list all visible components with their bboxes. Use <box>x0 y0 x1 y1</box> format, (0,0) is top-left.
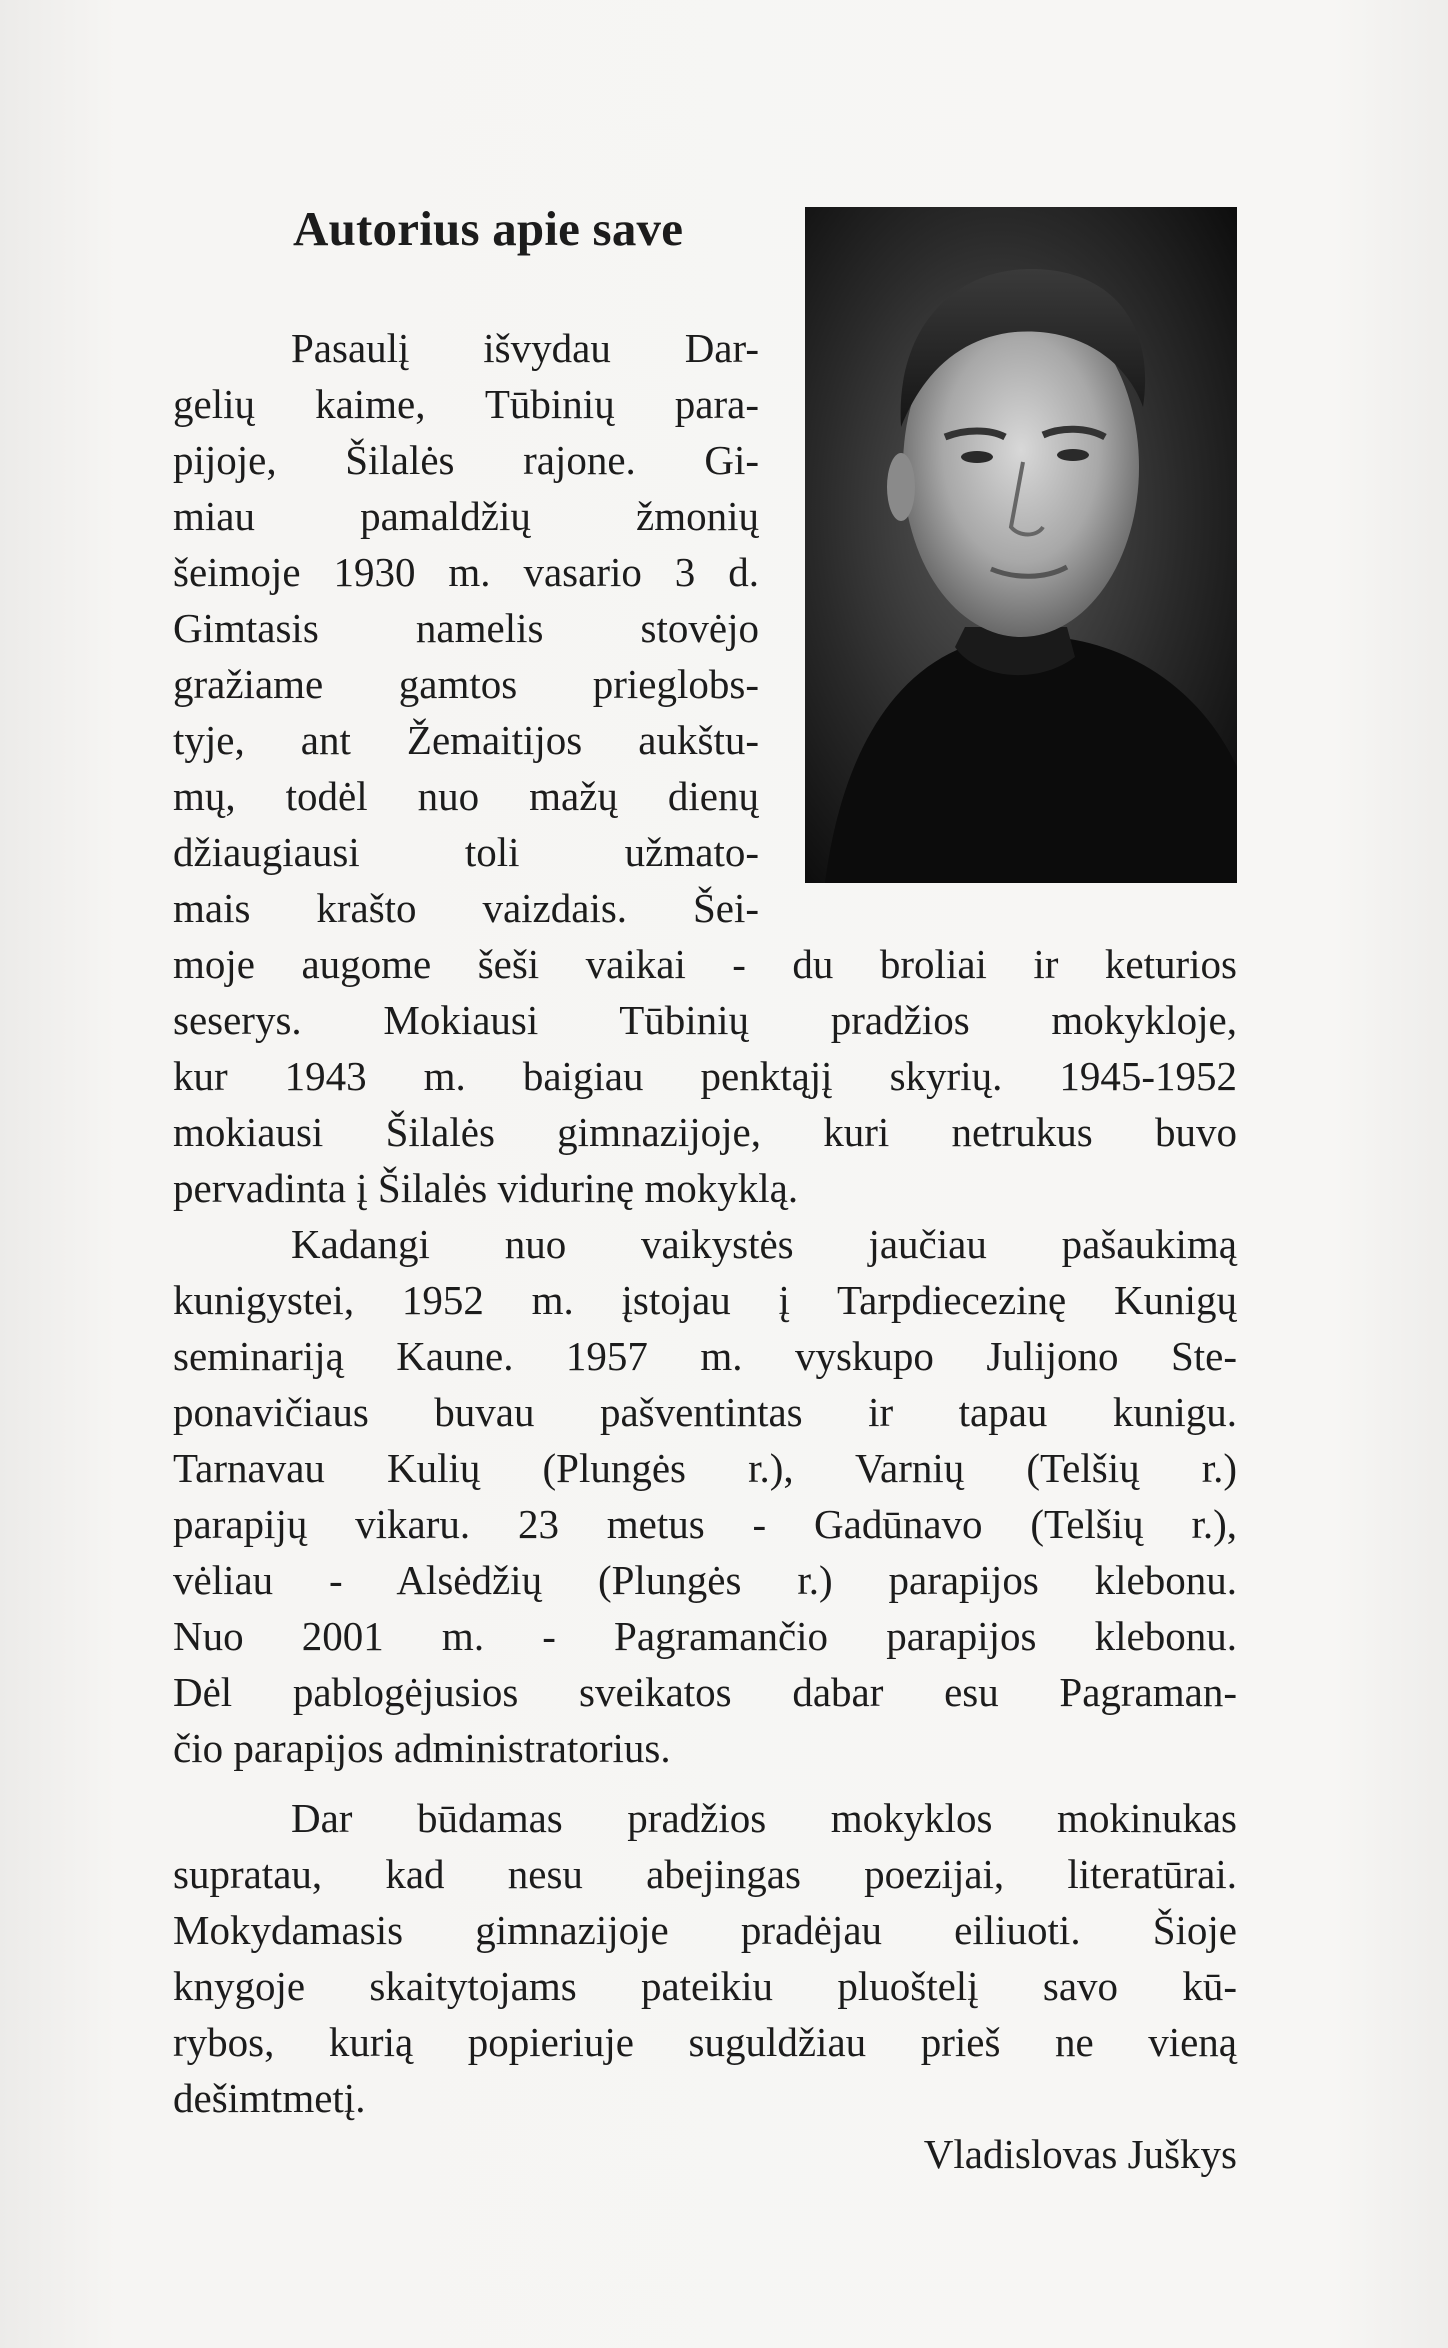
text-line: džiaugiausi toli užmato- <box>173 829 759 875</box>
text-line: mų, todėl nuo mažų dienų <box>173 773 759 819</box>
text-line: parapijų vikaru. 23 metus - Gadūnavo (Telšių r.), <box>173 1501 1237 1547</box>
text-line: miau pamaldžių žmonių <box>173 493 759 539</box>
text-line: Dar būdamas pradžios mokyklos mokinukas <box>291 1795 1237 1841</box>
text-line: Tarnavau Kulių (Plungės r.), Varnių (Telšių r.) <box>173 1445 1237 1491</box>
text-line: Nuo 2001 m. - Pagramančio parapijos klebonu. <box>173 1613 1237 1659</box>
text-line: čio parapijos administratorius. <box>173 1725 671 1771</box>
text-line: šeimoje 1930 m. vasario 3 d. <box>173 549 759 595</box>
author-signature: Vladislovas Juškys <box>923 2131 1237 2177</box>
text-line: mokiausi Šilalės gimnazijoje, kuri netrukus buvo <box>173 1109 1237 1155</box>
text-line: rybos, kurią popieriuje suguldžiau prieš ne vieną <box>173 2019 1237 2065</box>
page-title: Autorius apie save <box>293 201 684 256</box>
text-line: knygoje skaitytojams pateikiu pluoštelį savo kū- <box>173 1963 1237 2009</box>
text-line: tyje, ant Žemaitijos aukštu- <box>173 717 759 763</box>
text-line: Mokydamasis gimnazijoje pradėjau eiliuoti. Šioje <box>173 1907 1237 1953</box>
portrait-graphic <box>805 207 1237 883</box>
text-line: moje augome šeši vaikai - du broliai ir keturios <box>173 941 1237 987</box>
text-line: gelių kaime, Tūbinių para- <box>173 381 759 427</box>
author-portrait <box>805 207 1237 883</box>
text-line: kunigystei, 1952 m. įstojau į Tarpdiecezinę Kunigų <box>173 1277 1237 1323</box>
text-line: Gimtasis namelis stovėjo <box>173 605 759 651</box>
text-line: vėliau - Alsėdžių (Plungės r.) parapijos klebonu. <box>173 1557 1237 1603</box>
text-line: Kadangi nuo vaikystės jaučiau pašaukimą <box>291 1221 1237 1267</box>
text-line: mais krašto vaizdais. Šei- <box>173 885 759 931</box>
text-line: ponavičiaus buvau pašventintas ir tapau kunigu. <box>173 1389 1237 1435</box>
text-line: supratau, kad nesu abejingas poezijai, literatūrai. <box>173 1851 1237 1897</box>
text-line: seminariją Kaune. 1957 m. vyskupo Julijono Ste- <box>173 1333 1237 1379</box>
text-line: seserys. Mokiausi Tūbinių pradžios mokykloje, <box>173 997 1237 1043</box>
text-line: dešimtmetį. <box>173 2075 366 2121</box>
text-line: pervadinta į Šilalės vidurinę mokyklą. <box>173 1165 799 1211</box>
text-line: Dėl pablogėjusios sveikatos dabar esu Pagraman- <box>173 1669 1237 1715</box>
text-line: kur 1943 m. baigiau penktąjį skyrių. 1945-1952 <box>173 1053 1237 1099</box>
text-line: pijoje, Šilalės rajone. Gi- <box>173 437 759 483</box>
text-line: Pasaulį išvydau Dar- <box>291 325 759 371</box>
text-line: gražiame gamtos prieglobs- <box>173 661 759 707</box>
